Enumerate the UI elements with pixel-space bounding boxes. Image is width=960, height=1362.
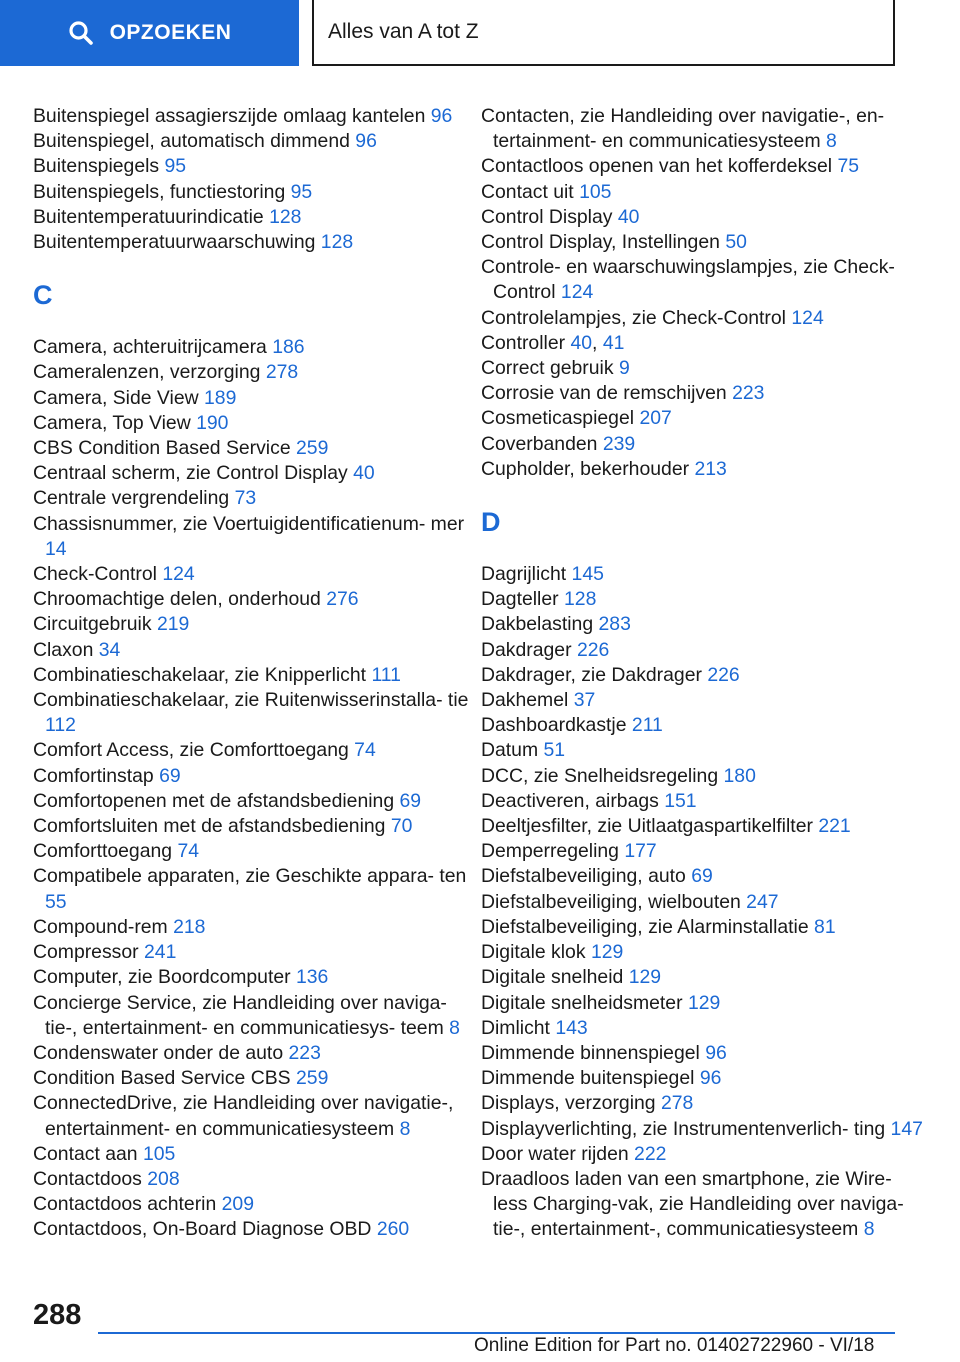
- index-entry: [481, 688, 926, 713]
- page-link[interactable]: 143: [555, 1016, 588, 1039]
- page-link[interactable]: 239: [602, 432, 636, 455]
- page-link[interactable]: 40: [353, 462, 375, 485]
- index-entry-term: Dakdrager: [481, 638, 572, 661]
- index-entry-term: Dimlicht: [481, 1016, 550, 1039]
- index-entry-term: Circuitgebruik: [33, 613, 152, 636]
- page-link[interactable]: 276: [326, 588, 359, 611]
- page-link[interactable]: 74: [177, 840, 200, 863]
- index-entry-term: DCC, zie Snelheidsregeling: [481, 764, 719, 787]
- index-entry-term: Cameralenzen, verzorging: [33, 361, 261, 384]
- index-entry: [481, 814, 926, 839]
- index-entry-term: Coverbanden: [481, 432, 598, 455]
- page-link[interactable]: 186: [272, 336, 305, 359]
- index-entry-term: Camera, Side View: [33, 386, 199, 409]
- page-link[interactable]: 70: [390, 815, 413, 838]
- section-title-tab[interactable]: [312, 0, 895, 66]
- index-entry-term: Displayverlichting, zie Instrumentenverlich‐ ting: [481, 1117, 886, 1140]
- index-entry-term: Dakdrager, zie Dakdrager: [481, 663, 702, 686]
- index-entry-term: Comfort Access, zie Comforttoegang: [33, 739, 349, 762]
- index-entry: Controller 40, 41: [481, 331, 625, 354]
- index-entry: [33, 663, 473, 688]
- index-entry: [33, 814, 473, 839]
- page-link[interactable]: 9: [618, 357, 630, 380]
- index-entry: [33, 129, 473, 154]
- index-entry-term: Comforttoegang: [33, 840, 173, 863]
- index-entry: [33, 512, 473, 562]
- index-entry: [33, 461, 473, 486]
- index-entry: [481, 965, 926, 990]
- page-link[interactable]: 105: [142, 1142, 176, 1165]
- index-entry: [481, 104, 926, 154]
- search-icon: [68, 20, 94, 46]
- page-link[interactable]: 8: [826, 130, 837, 153]
- page-link[interactable]: 124: [162, 563, 195, 586]
- index-entry-term: Corrosie van de remschijven: [481, 382, 727, 405]
- page-link[interactable]: 73: [234, 487, 257, 510]
- index-entry-term: Dimmende buitenspiegel: [481, 1067, 695, 1090]
- index-entry: [481, 1142, 926, 1167]
- page-link[interactable]: 81: [814, 915, 836, 938]
- index-entry: [33, 612, 473, 637]
- index-entry: [33, 1142, 473, 1167]
- page-link[interactable]: 283: [598, 613, 631, 636]
- index-entry-term: Computer, zie Boordcomputer: [33, 966, 291, 989]
- index-entry-term: Displays, verzorging: [481, 1092, 656, 1115]
- index-entry: [481, 1016, 926, 1041]
- page-link[interactable]: 75: [837, 155, 860, 178]
- index-entry-term: Contactdoos: [33, 1167, 142, 1190]
- section-title: Alles van A tot Z: [328, 20, 479, 43]
- index-entry-term: Deactiveren, airbags: [481, 789, 659, 812]
- index-entry: [33, 360, 473, 385]
- index-entry-term: Diefstalbeveiliging, zie Alarminstallatie: [481, 915, 809, 938]
- index-entry: [481, 356, 926, 381]
- index-entry: [481, 1167, 926, 1243]
- index-entry-term: Cosmeticaspiegel: [481, 407, 635, 430]
- index-entry-term: Buitenspiegels, functiestoring: [33, 180, 286, 203]
- index-entry-term: Comfortopenen met de afstandsbediening: [33, 789, 395, 812]
- page-link[interactable]: 260: [376, 1218, 410, 1241]
- index-entry-term: Chassisnummer, zie Voertuigidentificatienum‐ mer: [33, 512, 465, 535]
- index-entry: [481, 381, 926, 406]
- index-entry: [481, 432, 926, 457]
- index-entry: [481, 663, 926, 688]
- index-entry: [481, 180, 926, 205]
- index-entry: [481, 864, 926, 889]
- page-link[interactable]: 8: [449, 1016, 460, 1039]
- index-entry-term: Diefstalbeveiliging, wielbouten: [481, 890, 741, 913]
- index-entry: [481, 713, 926, 738]
- index-entry-term: Camera, Top View: [33, 411, 191, 434]
- index-entry: [481, 789, 926, 814]
- page-link[interactable]: 189: [204, 386, 237, 409]
- index-entry-term: Buitenspiegel, automatisch dimmend: [33, 130, 350, 153]
- index-entry: [481, 587, 926, 612]
- index-entry: [33, 154, 473, 179]
- page-link[interactable]: 40: [570, 331, 593, 354]
- index-entry-term: Buitentemperatuurwaarschuwing: [33, 231, 316, 254]
- index-entry-term: Datum: [481, 739, 539, 762]
- index-entry-term: Draadloos laden van een smartphone, zie Wire‐ less Charging-vak, zie Handleiding over naviga‐ tie-, entertainment-, communicatiesysteem: [481, 1167, 904, 1241]
- index-entry: [33, 104, 473, 129]
- index-entry-term: Compound-rem: [33, 915, 168, 938]
- index-entry-term: Cupholder, bekerhouder: [481, 457, 690, 480]
- index-entry-term: Control Display, Instellingen: [481, 231, 720, 254]
- index-entry: [33, 940, 473, 965]
- index-entry-term: Condenswater onder de auto: [33, 1041, 284, 1064]
- index-entry: [33, 1066, 473, 1091]
- page-link[interactable]: 105: [579, 180, 612, 203]
- index-entry: [33, 205, 473, 230]
- page-link[interactable]: 136: [295, 966, 329, 989]
- page-link[interactable]: 222: [634, 1142, 667, 1165]
- footer-divider: [98, 1332, 895, 1334]
- index-entry: [33, 738, 473, 763]
- page-link[interactable]: 96: [699, 1067, 722, 1090]
- page-link[interactable]: 129: [628, 966, 662, 989]
- index-entry-term: Comfortsluiten met de afstandsbediening: [33, 815, 386, 838]
- index-entry: [33, 411, 473, 436]
- footer-edition-text: Online Edition for Part no. 01402722960 - VI/18: [474, 1335, 875, 1356]
- page-link[interactable]: 37: [573, 689, 596, 712]
- index-entry-term: Deeltjesfilter, zie Uitlaatgaspartikelfilter: [481, 815, 813, 838]
- page-link[interactable]: 95: [290, 180, 313, 203]
- page-link[interactable]: 219: [156, 613, 190, 636]
- index-entry: [481, 255, 926, 305]
- index-entry-term: Dagrijlicht: [481, 563, 567, 586]
- search-button[interactable]: [0, 0, 299, 66]
- page-link[interactable]: 112: [45, 714, 76, 737]
- index-entry: [481, 154, 926, 179]
- index-entry: [33, 1041, 473, 1066]
- page-link[interactable]: 69: [159, 764, 181, 787]
- index-entry: [33, 864, 473, 914]
- index-entry-term: Chroomachtige delen, onderhoud: [33, 588, 321, 611]
- index-entry: [33, 230, 473, 255]
- page-link[interactable]: 278: [265, 361, 299, 384]
- index-entry: [481, 890, 926, 915]
- search-button-label: OPZOEKEN: [109, 21, 232, 44]
- index-entry: [481, 1091, 926, 1116]
- page-link[interactable]: 96: [430, 105, 453, 127]
- index-entry: [33, 1167, 473, 1192]
- index-entry-term: Compatibele apparaten, zie Geschikte appara‐ ten: [33, 865, 467, 888]
- index-entry-term: Controlelampjes, zie Check-Control: [481, 306, 786, 329]
- page-link[interactable]: 151: [664, 789, 697, 812]
- page-link[interactable]: 177: [624, 840, 657, 863]
- page-link[interactable]: 111: [371, 663, 401, 686]
- index-entry: [481, 915, 926, 940]
- index-entry: [481, 406, 926, 431]
- page-link[interactable]: 40: [617, 205, 640, 228]
- page-link[interactable]: 211: [631, 714, 663, 737]
- index-entry-term: Controller: [481, 331, 566, 354]
- index-entry-term: Controle- en waarschuwingslampjes, zie Check- Control: [481, 256, 895, 304]
- page-link[interactable]: 95: [164, 155, 187, 178]
- page-link[interactable]: 226: [707, 663, 740, 686]
- index-entry-term: Digitale snelheid: [481, 966, 624, 989]
- index-entry-term: Demperregeling: [481, 840, 619, 863]
- index-entry-term: Buitenspiegel assagierszijde omlaag kantelen: [33, 105, 426, 127]
- index-entry: [481, 205, 926, 230]
- index-entry-term: Camera, achteruitrijcamera: [33, 336, 267, 359]
- index-entry: [481, 764, 926, 789]
- index-entry-term: Compressor: [33, 941, 139, 964]
- index-entry: [33, 436, 473, 461]
- index-entry: [481, 991, 926, 1016]
- page-link[interactable]: 221: [818, 815, 851, 838]
- index-entry: [33, 386, 473, 411]
- page-link[interactable]: 128: [320, 231, 354, 254]
- page-link[interactable]: 226: [576, 638, 610, 661]
- page-link[interactable]: 259: [296, 1067, 329, 1090]
- index-entry-term: Correct gebruik: [481, 357, 614, 380]
- index-entry-term: Centrale vergrendeling: [33, 487, 230, 510]
- page-link[interactable]: 8: [863, 1218, 875, 1241]
- page-link[interactable]: 129: [687, 991, 721, 1014]
- index-entry-term: Combinatieschakelaar, zie Knipperlicht: [33, 663, 367, 686]
- index-entry: [33, 1091, 473, 1141]
- index-entry-term: Concierge Service, zie Handleiding over naviga‐ tie-, entertainment- en communicatiesys‐ teem: [33, 991, 447, 1039]
- page-link[interactable]: 96: [705, 1041, 727, 1064]
- index-entry: [33, 764, 473, 789]
- index-entry: [33, 839, 473, 864]
- index-entry: [481, 738, 926, 763]
- page-link[interactable]: 96: [355, 130, 377, 153]
- page-link[interactable]: 247: [746, 890, 779, 913]
- index-entry: [33, 335, 473, 360]
- index-entry: [33, 587, 473, 612]
- index-entry-term: Centraal scherm, zie Control Display: [33, 462, 348, 485]
- index-entry-term: Contact aan: [33, 1142, 138, 1165]
- index-entry: [481, 638, 926, 663]
- page-link[interactable]: 259: [296, 437, 329, 460]
- index-entry-term: Dakhemel: [481, 689, 569, 712]
- page-link[interactable]: 69: [691, 865, 713, 888]
- index-entry: [481, 1066, 926, 1091]
- page-link[interactable]: 128: [564, 588, 597, 611]
- index-entry-term: Contact uit: [481, 180, 574, 203]
- page-link[interactable]: 147: [890, 1117, 923, 1140]
- index-entry-term: Door water rijden: [481, 1142, 629, 1165]
- index-entry: [33, 562, 473, 587]
- index-entry: [33, 638, 473, 663]
- index-entry: [33, 688, 473, 738]
- page-link[interactable]: 223: [288, 1041, 321, 1064]
- index-column-left: [33, 104, 473, 1243]
- page-link[interactable]: 180: [723, 764, 756, 787]
- page-link[interactable]: 207: [639, 407, 672, 430]
- index-entry-term: Diefstalbeveiliging, auto: [481, 865, 686, 888]
- page-link[interactable]: 129: [590, 941, 624, 964]
- page-link[interactable]: 218: [173, 915, 206, 938]
- index-entry-term: Buitenspiegels: [33, 155, 160, 178]
- index-entry: [33, 1217, 473, 1242]
- index-entry: [481, 306, 926, 331]
- index-letter-heading: C: [33, 279, 53, 310]
- index-entry-term: Dakbelasting: [481, 613, 594, 636]
- index-entry-term: Digitale klok: [481, 941, 586, 964]
- page-link[interactable]: 190: [196, 411, 229, 434]
- page-link[interactable]: 34: [98, 638, 121, 661]
- index-column-right: [481, 104, 926, 1243]
- index-letter-heading: D: [481, 506, 501, 537]
- page-link[interactable]: 74: [354, 739, 376, 762]
- index-entry-term: Dagteller: [481, 588, 559, 611]
- index-entry-term: Contactdoos achterin: [33, 1193, 217, 1216]
- index-entry: [481, 839, 926, 864]
- page-link[interactable]: 213: [694, 457, 727, 480]
- index-entry-term: Contacten, zie Handleiding over navigatie-, en‐ tertainment- en communicatiesysteem: [481, 105, 885, 153]
- page-link[interactable]: 208: [147, 1167, 180, 1190]
- index-entry-term: Dimmende binnenspiegel: [481, 1041, 700, 1064]
- index-entry-term: Condition Based Service CBS: [33, 1067, 291, 1090]
- page-link[interactable]: 51: [543, 739, 566, 762]
- index-entry-term: Check-Control: [33, 563, 157, 586]
- page-link[interactable]: 124: [560, 281, 594, 304]
- index-entry-term: Contactloos openen van het kofferdeksel: [481, 155, 833, 178]
- index-entry-term: Contactdoos, On-Board Diagnose OBD: [33, 1218, 372, 1241]
- page-link[interactable]: 14: [45, 537, 67, 560]
- index-entry: [481, 612, 926, 637]
- index-entry-term: Combinatieschakelaar, zie Ruitenwisserinstalla‐ tie: [33, 689, 469, 712]
- index-entry: [33, 965, 473, 990]
- index-entry: [481, 1041, 926, 1066]
- index-entry: [481, 457, 926, 482]
- page-link[interactable]: 145: [571, 563, 604, 586]
- index-entry: [33, 1192, 473, 1217]
- page-link[interactable]: 278: [660, 1092, 694, 1115]
- index-entry: [33, 486, 473, 511]
- page-link[interactable]: 124: [791, 306, 824, 329]
- index-entry-term: Digitale snelheidsmeter: [481, 991, 683, 1014]
- index-entry-term: Buitentemperatuurindicatie: [33, 205, 264, 228]
- page-link[interactable]: 41: [602, 331, 625, 354]
- page-number: 288: [33, 1299, 82, 1331]
- page-link[interactable]: 55: [45, 890, 67, 913]
- index-entry: [481, 1117, 926, 1142]
- index-entry-term: Claxon: [33, 638, 94, 661]
- page-link[interactable]: 50: [725, 231, 747, 254]
- page-link[interactable]: 8: [399, 1117, 411, 1140]
- page-link[interactable]: 241: [144, 941, 177, 964]
- index-entry: [33, 180, 473, 205]
- index-entry: [481, 562, 926, 587]
- page-link[interactable]: 128: [269, 205, 302, 228]
- index-entry: [33, 991, 473, 1041]
- index-entry: [481, 230, 926, 255]
- index-entry: [33, 789, 473, 814]
- index-entry: [481, 940, 926, 965]
- index-entry-term: CBS Condition Based Service: [33, 437, 291, 460]
- page-link[interactable]: 69: [399, 789, 422, 812]
- top-navigation: [0, 0, 960, 66]
- index-entry-term: Comfortinstap: [33, 764, 154, 787]
- page-link[interactable]: 223: [732, 382, 765, 405]
- index-entry-term: Dashboardkastje: [481, 714, 627, 737]
- index-entry-term: Control Display: [481, 205, 613, 228]
- index-entry: [33, 915, 473, 940]
- page-link[interactable]: 209: [221, 1193, 254, 1216]
- index-entry-term: ConnectedDrive, zie Handleiding over navigatie-, entertainment- en communicatiesysteem: [33, 1092, 454, 1140]
